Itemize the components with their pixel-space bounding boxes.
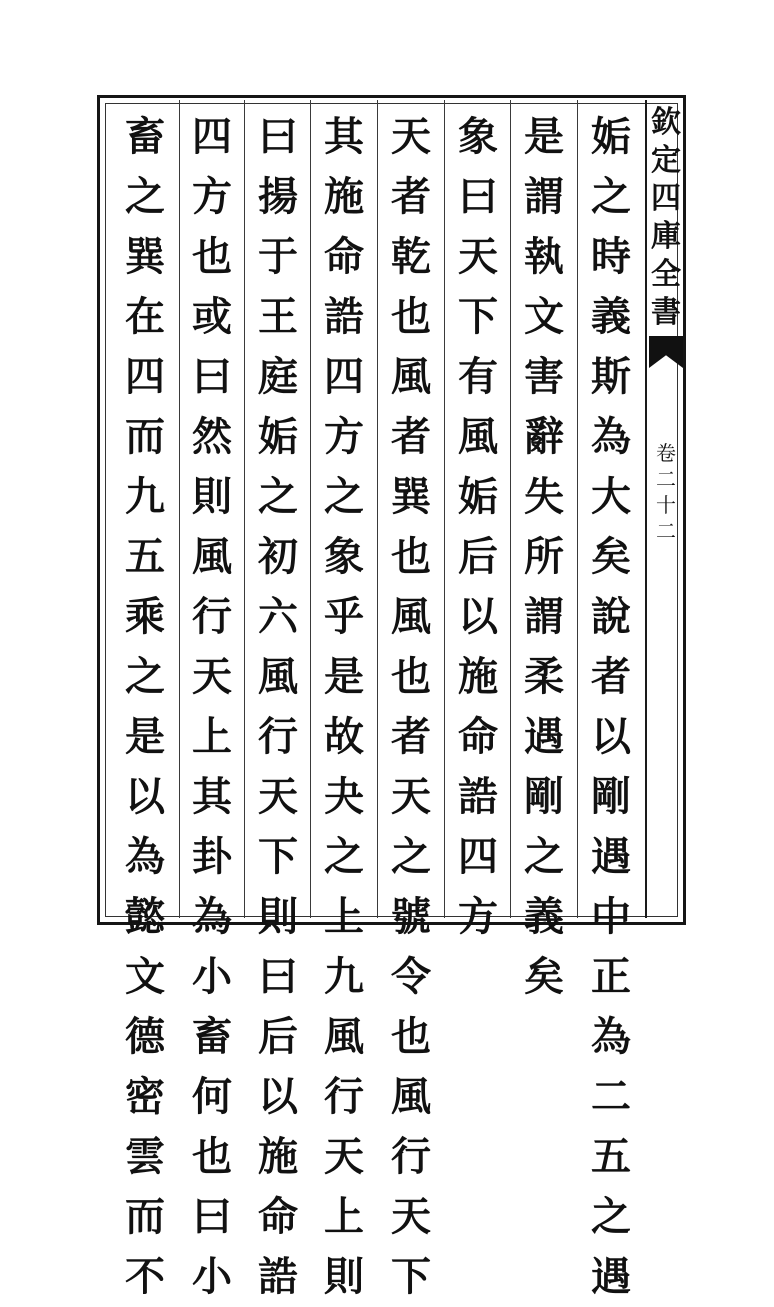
text-character: 四 bbox=[192, 113, 232, 160]
text-character: 夬 bbox=[324, 773, 364, 820]
margin-title-character: 欽 bbox=[651, 105, 681, 140]
column-rule bbox=[244, 100, 245, 918]
text-character: 故 bbox=[324, 713, 364, 760]
margin-title-character: 書 bbox=[651, 295, 681, 330]
text-character: 也 bbox=[391, 1013, 431, 1060]
text-character: 辭 bbox=[524, 413, 564, 460]
text-column-4 bbox=[379, 107, 443, 1307]
text-character: 以 bbox=[125, 773, 165, 820]
text-character: 也 bbox=[391, 533, 431, 580]
text-character: 是 bbox=[324, 653, 364, 700]
text-character: 遇 bbox=[591, 833, 631, 880]
text-character: 者 bbox=[391, 713, 431, 760]
text-character: 則 bbox=[258, 893, 298, 940]
text-character: 說 bbox=[591, 593, 631, 640]
text-column-2 bbox=[512, 107, 576, 1007]
text-character: 風 bbox=[192, 533, 232, 580]
text-character: 方 bbox=[324, 413, 364, 460]
text-column-6 bbox=[246, 107, 310, 1307]
text-character: 時 bbox=[591, 233, 631, 280]
text-character: 謂 bbox=[524, 593, 564, 640]
text-character: 乾 bbox=[391, 233, 431, 280]
text-character: 懿 bbox=[125, 893, 165, 940]
text-character: 有 bbox=[458, 353, 498, 400]
margin-title-character: 四 bbox=[651, 181, 681, 216]
text-character: 其 bbox=[192, 773, 232, 820]
text-character: 命 bbox=[258, 1193, 298, 1240]
text-character: 為 bbox=[591, 413, 631, 460]
text-character: 曰 bbox=[258, 953, 298, 1000]
text-character: 者 bbox=[391, 173, 431, 220]
text-character: 二 bbox=[591, 1073, 631, 1120]
text-character: 矣 bbox=[591, 533, 631, 580]
text-character: 風 bbox=[391, 353, 431, 400]
text-character: 柔 bbox=[524, 653, 564, 700]
text-character: 也 bbox=[391, 293, 431, 340]
text-character: 者 bbox=[391, 413, 431, 460]
text-character: 而 bbox=[125, 1193, 165, 1240]
text-character: 謂 bbox=[524, 173, 564, 220]
margin-juan-character: 二 bbox=[656, 519, 676, 543]
text-character: 德 bbox=[125, 1013, 165, 1060]
text-character: 卦 bbox=[192, 833, 232, 880]
text-character: 方 bbox=[458, 893, 498, 940]
text-character: 小 bbox=[192, 1253, 232, 1300]
text-character: 巽 bbox=[391, 473, 431, 520]
text-character: 天 bbox=[391, 1193, 431, 1240]
text-character: 以 bbox=[258, 1073, 298, 1120]
text-character: 義 bbox=[591, 293, 631, 340]
text-character: 則 bbox=[192, 473, 232, 520]
text-character: 曰 bbox=[192, 1193, 232, 1240]
text-character: 大 bbox=[591, 473, 631, 520]
margin-juan-number bbox=[651, 440, 681, 544]
text-character: 于 bbox=[258, 233, 298, 280]
text-column-1 bbox=[579, 107, 643, 1307]
text-character: 命 bbox=[324, 233, 364, 280]
text-character: 為 bbox=[192, 893, 232, 940]
text-character: 九 bbox=[324, 953, 364, 1000]
text-character: 遇 bbox=[524, 713, 564, 760]
text-character: 天 bbox=[324, 1133, 364, 1180]
text-character: 風 bbox=[391, 1073, 431, 1120]
margin-juan-character: 十 bbox=[656, 493, 676, 517]
text-character: 小 bbox=[192, 953, 232, 1000]
text-character: 誥 bbox=[458, 773, 498, 820]
text-character: 天 bbox=[391, 113, 431, 160]
text-character: 之 bbox=[258, 473, 298, 520]
text-character: 為 bbox=[125, 833, 165, 880]
text-character: 象 bbox=[324, 533, 364, 580]
text-character: 之 bbox=[591, 173, 631, 220]
text-character: 天 bbox=[391, 773, 431, 820]
text-character: 令 bbox=[391, 953, 431, 1000]
text-character: 施 bbox=[258, 1133, 298, 1180]
text-character: 執 bbox=[524, 233, 564, 280]
text-character: 乘 bbox=[125, 593, 165, 640]
text-character: 也 bbox=[192, 233, 232, 280]
text-character: 是 bbox=[125, 713, 165, 760]
text-character: 四 bbox=[324, 353, 364, 400]
text-character: 之 bbox=[125, 653, 165, 700]
text-character: 畜 bbox=[192, 1013, 232, 1060]
text-character: 九 bbox=[125, 473, 165, 520]
text-character: 也 bbox=[391, 653, 431, 700]
text-column-8 bbox=[113, 107, 177, 1307]
column-rule bbox=[510, 100, 511, 918]
text-character: 中 bbox=[591, 893, 631, 940]
text-character: 四 bbox=[458, 833, 498, 880]
text-character: 文 bbox=[125, 953, 165, 1000]
text-character: 后 bbox=[458, 533, 498, 580]
text-character: 揚 bbox=[258, 173, 298, 220]
text-character: 后 bbox=[258, 1013, 298, 1060]
text-character: 不 bbox=[125, 1253, 165, 1300]
text-character: 姤 bbox=[458, 473, 498, 520]
text-character: 然 bbox=[192, 413, 232, 460]
text-character: 下 bbox=[258, 833, 298, 880]
text-character: 之 bbox=[125, 173, 165, 220]
text-character: 何 bbox=[192, 1073, 232, 1120]
text-character: 畜 bbox=[125, 113, 165, 160]
text-character: 王 bbox=[258, 293, 298, 340]
text-character: 之 bbox=[591, 1193, 631, 1240]
text-character: 五 bbox=[125, 533, 165, 580]
text-character: 風 bbox=[324, 1013, 364, 1060]
column-rule bbox=[310, 100, 311, 918]
text-column-5 bbox=[312, 107, 376, 1307]
text-character: 為 bbox=[591, 1013, 631, 1060]
text-character: 是 bbox=[524, 113, 564, 160]
text-character: 而 bbox=[125, 413, 165, 460]
column-rule bbox=[577, 100, 578, 918]
text-character: 下 bbox=[391, 1253, 431, 1300]
text-character: 行 bbox=[324, 1073, 364, 1120]
text-character: 風 bbox=[458, 413, 498, 460]
text-character: 或 bbox=[192, 293, 232, 340]
text-character: 剛 bbox=[524, 773, 564, 820]
text-character: 則 bbox=[324, 1253, 364, 1300]
text-character: 巽 bbox=[125, 233, 165, 280]
margin-title bbox=[649, 104, 683, 332]
text-character: 初 bbox=[258, 533, 298, 580]
text-character: 者 bbox=[591, 653, 631, 700]
text-character: 所 bbox=[524, 533, 564, 580]
text-character: 姤 bbox=[591, 113, 631, 160]
text-character: 以 bbox=[591, 713, 631, 760]
text-character: 密 bbox=[125, 1073, 165, 1120]
text-character: 之 bbox=[391, 833, 431, 880]
column-rule bbox=[444, 100, 445, 918]
margin-title-character: 定 bbox=[651, 143, 681, 178]
text-character: 風 bbox=[258, 653, 298, 700]
text-character: 之 bbox=[524, 833, 564, 880]
text-character: 曰 bbox=[258, 113, 298, 160]
text-character: 下 bbox=[458, 293, 498, 340]
text-character: 也 bbox=[192, 1133, 232, 1180]
margin-juan-character: 卷 bbox=[656, 441, 676, 465]
text-column-7 bbox=[180, 107, 244, 1307]
text-character: 號 bbox=[391, 893, 431, 940]
text-character: 遇 bbox=[591, 1253, 631, 1300]
text-character: 施 bbox=[458, 653, 498, 700]
text-character: 五 bbox=[591, 1133, 631, 1180]
text-character: 象 bbox=[458, 113, 498, 160]
text-character: 姤 bbox=[258, 413, 298, 460]
text-character: 上 bbox=[324, 893, 364, 940]
text-character: 施 bbox=[324, 173, 364, 220]
text-character: 雲 bbox=[125, 1133, 165, 1180]
text-character: 天 bbox=[192, 653, 232, 700]
text-character: 行 bbox=[192, 593, 232, 640]
text-character: 命 bbox=[458, 713, 498, 760]
text-character: 以 bbox=[458, 593, 498, 640]
text-character: 其 bbox=[324, 113, 364, 160]
text-character: 曰 bbox=[192, 353, 232, 400]
text-character: 行 bbox=[391, 1133, 431, 1180]
text-character: 之 bbox=[324, 473, 364, 520]
text-column-3 bbox=[446, 107, 510, 947]
text-character: 上 bbox=[192, 713, 232, 760]
text-character: 矣 bbox=[524, 953, 564, 1000]
text-character: 四 bbox=[125, 353, 165, 400]
text-character: 剛 bbox=[591, 773, 631, 820]
text-character: 六 bbox=[258, 593, 298, 640]
text-character: 之 bbox=[324, 833, 364, 880]
text-character: 天 bbox=[258, 773, 298, 820]
text-character: 天 bbox=[458, 233, 498, 280]
text-character: 方 bbox=[192, 173, 232, 220]
text-character: 斯 bbox=[591, 353, 631, 400]
text-character: 正 bbox=[591, 953, 631, 1000]
text-character: 風 bbox=[391, 593, 431, 640]
margin-title-character: 全 bbox=[651, 257, 681, 292]
text-character: 誥 bbox=[324, 293, 364, 340]
margin-juan-character: 二 bbox=[656, 467, 676, 491]
text-character: 義 bbox=[524, 893, 564, 940]
text-character: 害 bbox=[524, 353, 564, 400]
text-character: 曰 bbox=[458, 173, 498, 220]
text-character: 誥 bbox=[258, 1253, 298, 1300]
column-rule bbox=[377, 100, 378, 918]
text-character: 失 bbox=[524, 473, 564, 520]
text-character: 文 bbox=[524, 293, 564, 340]
text-character: 上 bbox=[324, 1193, 364, 1240]
text-character: 乎 bbox=[324, 593, 364, 640]
text-character: 庭 bbox=[258, 353, 298, 400]
text-character: 行 bbox=[258, 713, 298, 760]
text-character: 在 bbox=[125, 293, 165, 340]
margin-title-character: 庫 bbox=[651, 219, 681, 254]
